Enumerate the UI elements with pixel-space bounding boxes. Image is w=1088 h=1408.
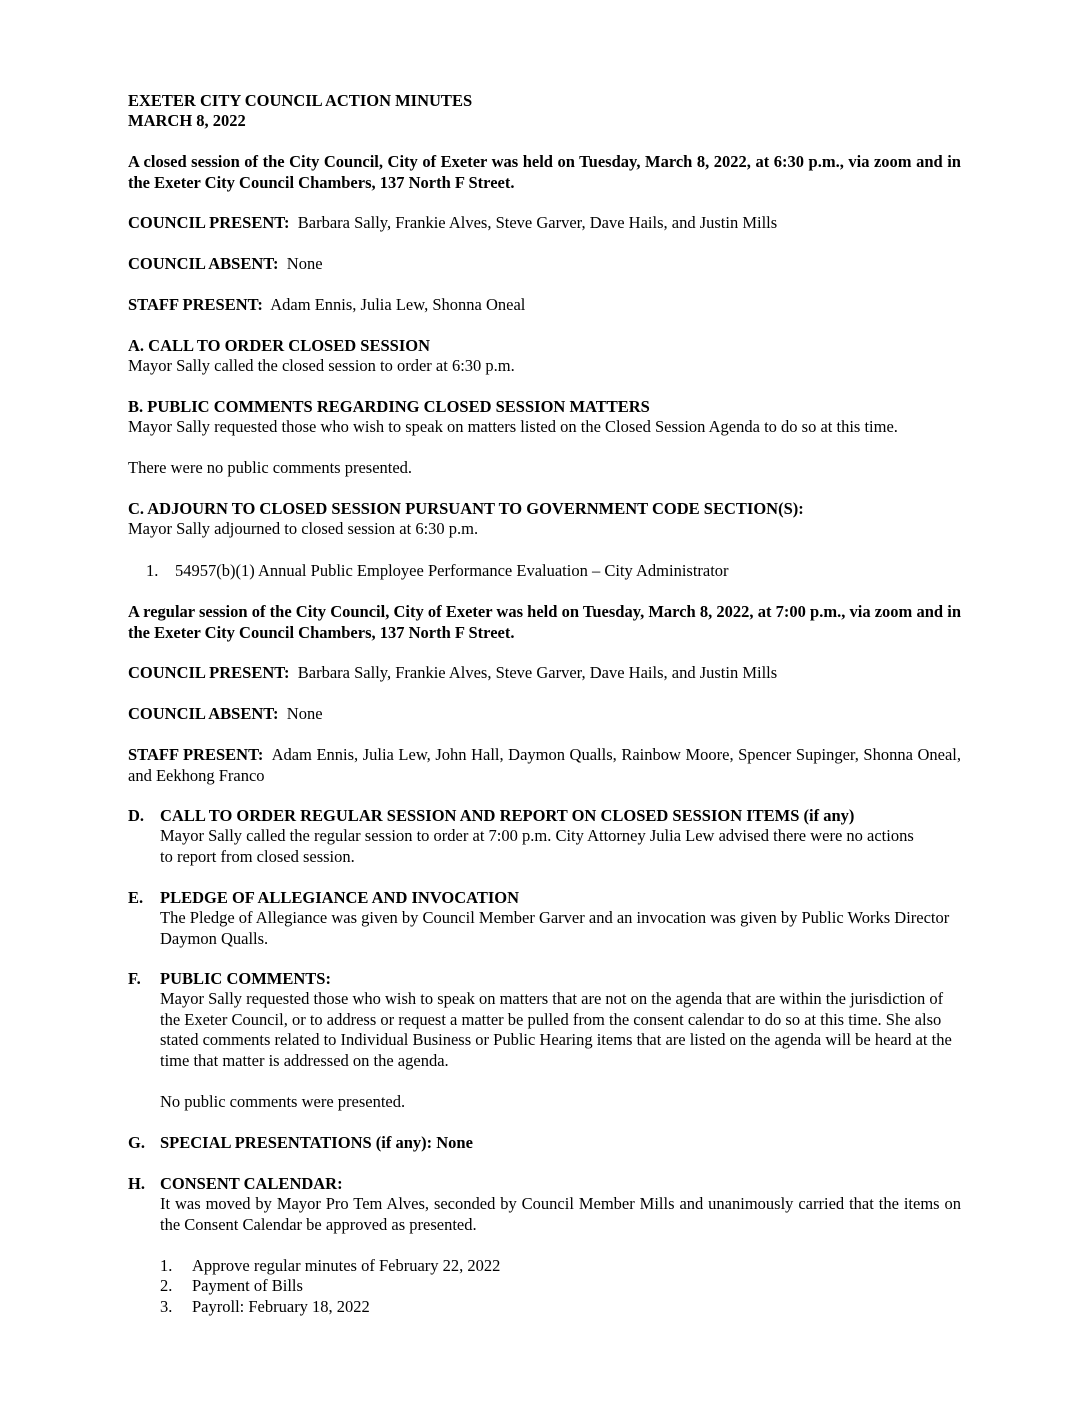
regular-council-present-label: COUNCIL PRESENT: — [128, 663, 290, 682]
consent-item-text: Approve regular minutes of February 22, 2022 — [192, 1256, 501, 1275]
regular-council-present-value: Barbara Sally, Frankie Alves, Steve Garver, Dave Hails, and Justin Mills — [297, 663, 778, 682]
section-d-letter: D. — [128, 806, 145, 825]
section-a-text: Mayor Sally called the closed session to order at 6:30 p.m. — [128, 356, 515, 375]
section-f-text2: No public comments were presented. — [160, 1092, 406, 1111]
section-b-text2: There were no public comments presented. — [128, 458, 413, 477]
section-d-heading: CALL TO ORDER REGULAR SESSION AND REPORT ON CLOSED SESSION ITEMS (if any) — [160, 806, 855, 825]
section-a-heading: A. CALL TO ORDER CLOSED SESSION — [128, 336, 430, 355]
section-f-heading: PUBLIC COMMENTS: — [160, 969, 331, 988]
closed-council-present-label: COUNCIL PRESENT: — [128, 213, 290, 232]
document-title: EXETER CITY COUNCIL ACTION MINUTES — [128, 91, 473, 110]
section-h-heading: CONSENT CALENDAR: — [160, 1174, 343, 1193]
consent-item-number: 2. — [160, 1276, 173, 1295]
section-e-text: The Pledge of Allegiance was given by Council Member Garver and an invocation was given by Public Works Director Daymon Qualls. — [160, 908, 950, 948]
section-f-letter: F. — [128, 969, 141, 988]
consent-item-number: 3. — [160, 1297, 173, 1316]
regular-session-intro: A regular session of the City Council, City of Exeter was held on Tuesday, March 8, 2022, at 7:00 p.m., via zoom and in the Exeter City Council Chambers, 137 North F Street. — [128, 602, 961, 642]
closed-council-present — [128, 213, 961, 234]
consent-item-text: Payroll: February 18, 2022 — [192, 1297, 370, 1316]
regular-council-present — [128, 663, 961, 684]
section-c-text: Mayor Sally adjourned to closed session at 6:30 p.m. — [128, 519, 479, 538]
regular-staff-present — [128, 745, 961, 786]
closed-council-absent-label: COUNCIL ABSENT: — [128, 254, 279, 273]
section-d-text: Mayor Sally called the regular session to order at 7:00 p.m. City Attorney Julia Lew advised there were no actions to report from closed session. — [160, 826, 914, 866]
regular-council-absent-value: None — [286, 704, 323, 723]
section-f-text: Mayor Sally requested those who wish to speak on matters that are not on the agenda that are within the jurisdiction of the Exeter Council, or to address or request a matter be pulled from the consent calendar to do so at this time. She also stated comments related to Individual Business or Public Hearing items that are listed on the agenda will be heard at the time that matter is addressed on the agenda. — [160, 989, 952, 1070]
closed-staff-present-value: Adam Ennis, Julia Lew, Shonna Oneal — [270, 295, 526, 314]
consent-item-number: 1. — [160, 1256, 173, 1275]
section-b-heading: B. PUBLIC COMMENTS REGARDING CLOSED SESSION MATTERS — [128, 397, 650, 416]
regular-staff-present-value: Adam Ennis, Julia Lew, John Hall, Daymon Qualls, Rainbow Moore, Spencer Supinger, Shonna Oneal, and Eekhong Franco — [128, 745, 961, 785]
closed-staff-present — [128, 295, 961, 316]
consent-item-text: Payment of Bills — [192, 1276, 303, 1295]
section-h-letter: H. — [128, 1174, 145, 1193]
closed-staff-present-label: STAFF PRESENT: — [128, 295, 263, 314]
section-g-letter: G. — [128, 1133, 145, 1152]
closed-council-absent — [128, 254, 961, 275]
section-g-heading: SPECIAL PRESENTATIONS (if any): None — [160, 1133, 473, 1152]
regular-council-absent-label: COUNCIL ABSENT: — [128, 704, 279, 723]
section-e-letter: E. — [128, 888, 144, 907]
section-c-item-number: 1. — [146, 561, 159, 580]
closed-session-intro: A closed session of the City Council, City of Exeter was held on Tuesday, March 8, 2022, at 6:30 p.m., via zoom and in the Exeter City Council Chambers, 137 North F Street. — [128, 152, 961, 192]
regular-council-absent — [128, 704, 961, 725]
closed-council-absent-value: None — [286, 254, 323, 273]
regular-staff-present-label: STAFF PRESENT: — [128, 745, 264, 764]
document-date: MARCH 8, 2022 — [128, 111, 246, 130]
closed-council-present-value: Barbara Sally, Frankie Alves, Steve Garver, Dave Hails, and Justin Mills — [297, 213, 778, 232]
section-c-item: 54957(b)(1) Annual Public Employee Performance Evaluation – City Administrator — [175, 561, 729, 580]
section-e-heading: PLEDGE OF ALLEGIANCE AND INVOCATION — [160, 888, 520, 907]
section-c-heading: C. ADJOURN TO CLOSED SESSION PURSUANT TO GOVERNMENT CODE SECTION(S): — [128, 499, 804, 518]
section-h-text: It was moved by Mayor Pro Tem Alves, seconded by Council Member Mills and unanimously carried that the items on the Consent Calendar be approved as presented. — [160, 1194, 961, 1234]
section-b-text: Mayor Sally requested those who wish to speak on matters listed on the Closed Session Agenda to do so at this time. — [128, 417, 898, 436]
